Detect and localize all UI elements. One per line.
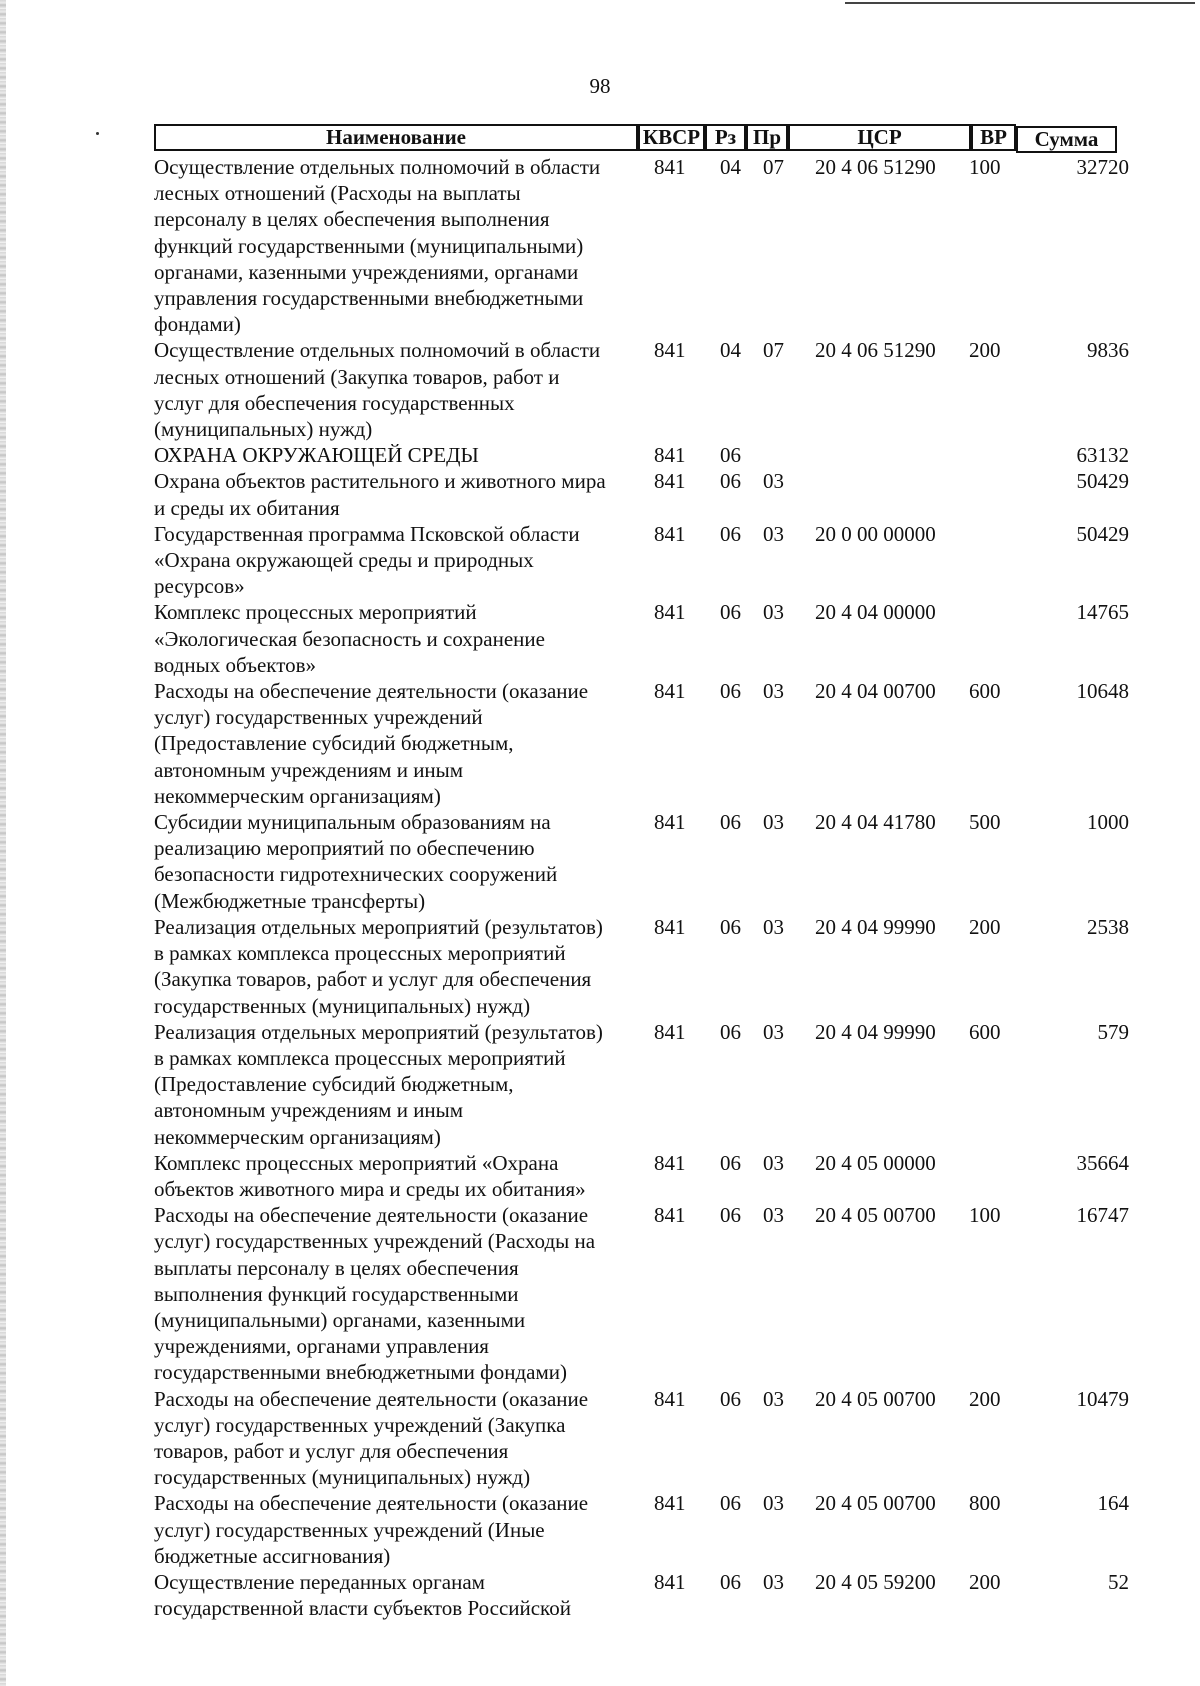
- cell-name-line: функций государственными (муниципальными): [154, 233, 584, 258]
- cell-kvsr: 841: [654, 443, 686, 468]
- table-row: [154, 1569, 1129, 1621]
- cell-name-line: Расходы на обеспечение деятельности (оказание: [154, 679, 589, 704]
- cell-name-line: Расходы на обеспечение деятельности (оказание: [154, 1386, 589, 1411]
- table-row: [154, 599, 1129, 678]
- table-row: [154, 1202, 1129, 1385]
- cell-sum: 16747: [1076, 1203, 1129, 1228]
- cell-rz: 06: [720, 1491, 741, 1516]
- cell-csr: 20 4 05 59200: [815, 1569, 936, 1594]
- cell-name-line: Комплекс процессных мероприятий «Охрана: [154, 1150, 559, 1175]
- cell-kvsr: 841: [654, 1203, 686, 1228]
- cell-name: [154, 442, 644, 468]
- cell-name-line: объектов животного мира и среды их обитания»: [154, 1176, 586, 1201]
- header-rz: Рз: [705, 124, 746, 151]
- scan-top-line: [845, 2, 1195, 4]
- cell-rz: 06: [720, 679, 741, 704]
- cell-pr: 03: [763, 1491, 784, 1516]
- cell-name-line: реализацию мероприятий по обеспечению: [154, 836, 535, 861]
- cell-name-line: фондами): [154, 312, 241, 337]
- cell-sum: 164: [1097, 1491, 1129, 1516]
- cell-csr: 20 4 06 51290: [815, 338, 936, 363]
- cell-kvsr: 841: [654, 521, 686, 546]
- cell-name-line: государственных (муниципальных) нужд): [154, 1465, 531, 1490]
- cell-sum: 32720: [1076, 155, 1129, 179]
- cell-csr: 20 4 05 00700: [815, 1491, 936, 1516]
- scan-speck: [96, 132, 99, 135]
- table-row: [154, 442, 1129, 468]
- cell-name-line: лесных отношений (Закупка товаров, работ и: [154, 364, 560, 389]
- cell-kvsr: 841: [654, 469, 686, 494]
- cell-name-line: безопасности гидротехнических сооружений: [154, 862, 558, 887]
- cell-name-line: (Предоставление субсидий бюджетным,: [154, 1072, 514, 1097]
- table-row: [154, 1019, 1129, 1150]
- cell-kvsr: 841: [654, 155, 686, 179]
- cell-name-line: (Закупка товаров, работ и услуг для обеспечения: [154, 967, 592, 992]
- cell-name-line: ОХРАНА ОКРУЖАЮЩЕЙ СРЕДЫ: [154, 443, 479, 468]
- cell-rz: 06: [720, 600, 741, 625]
- cell-name: [154, 154, 644, 337]
- cell-name-line: автономным учреждениям и иным: [154, 757, 464, 782]
- cell-csr: 20 4 04 41780: [815, 810, 936, 835]
- cell-name: [154, 1569, 644, 1621]
- cell-name: [154, 809, 644, 914]
- cell-vr: 200: [969, 1386, 1001, 1411]
- cell-name-line: государственных (муниципальных) нужд): [154, 993, 531, 1018]
- table-row: [154, 468, 1129, 520]
- cell-rz: 06: [720, 1150, 741, 1175]
- cell-pr: 03: [763, 469, 784, 494]
- cell-sum: 2538: [1087, 914, 1129, 939]
- cell-name-line: государственной власти субъектов Российской: [154, 1596, 571, 1621]
- cell-vr: 800: [969, 1491, 1001, 1516]
- cell-csr: 20 4 05 00700: [815, 1386, 936, 1411]
- table-body: [154, 154, 1129, 1621]
- cell-pr: 03: [763, 914, 784, 939]
- cell-name-line: Осуществление отдельных полномочий в области: [154, 338, 601, 363]
- cell-sum: 63132: [1076, 443, 1129, 468]
- cell-vr: 100: [969, 1203, 1001, 1228]
- cell-name-line: услуг) государственных учреждений (Расходы на: [154, 1229, 596, 1254]
- cell-csr: 20 4 05 00000: [815, 1150, 936, 1175]
- cell-rz: 06: [720, 469, 741, 494]
- cell-csr: 20 4 04 99990: [815, 914, 936, 939]
- cell-sum: 50429: [1076, 521, 1129, 546]
- cell-name-line: (Предоставление субсидий бюджетным,: [154, 731, 514, 756]
- cell-vr: 200: [969, 914, 1001, 939]
- cell-kvsr: 841: [654, 338, 686, 363]
- cell-name: [154, 468, 644, 520]
- header-kvsr: КВСР: [638, 124, 705, 151]
- cell-name-line: выплаты персоналу в целях обеспечения: [154, 1255, 519, 1280]
- cell-rz: 06: [720, 810, 741, 835]
- cell-sum: 52: [1108, 1569, 1129, 1594]
- cell-pr: 03: [763, 1150, 784, 1175]
- cell-name-line: товаров, работ и услуг для обеспечения: [154, 1438, 509, 1463]
- cell-rz: 06: [720, 521, 741, 546]
- table-row: [154, 521, 1129, 600]
- table-row: [154, 809, 1129, 914]
- cell-sum: 10648: [1076, 679, 1129, 704]
- cell-pr: 03: [763, 600, 784, 625]
- cell-rz: 06: [720, 1019, 741, 1044]
- cell-csr: 20 4 04 00700: [815, 679, 936, 704]
- cell-name: [154, 1202, 644, 1385]
- cell-name-line: (муниципальными) органами, казенными: [154, 1307, 526, 1332]
- cell-name-line: и среды их обитания: [154, 495, 340, 520]
- cell-name-line: некоммерческим организациям): [154, 1124, 441, 1149]
- cell-csr: 20 4 06 51290: [815, 155, 936, 179]
- cell-sum: 9836: [1087, 338, 1129, 363]
- cell-pr: 07: [763, 338, 784, 363]
- cell-name: [154, 1019, 644, 1150]
- cell-name-line: бюджетные ассигнования): [154, 1543, 391, 1568]
- cell-name-line: услуг для обеспечения государственных: [154, 390, 515, 415]
- header-pr: Пр: [746, 124, 788, 151]
- cell-kvsr: 841: [654, 600, 686, 625]
- cell-name-line: Осуществление отдельных полномочий в области: [154, 155, 601, 179]
- header-csr: ЦСР: [788, 124, 971, 151]
- cell-rz: 06: [720, 1569, 741, 1594]
- cell-name-line: Охрана объектов растительного и животного мира: [154, 469, 606, 494]
- cell-name-line: государственными внебюджетными фондами): [154, 1360, 568, 1385]
- cell-vr: 100: [969, 155, 1001, 179]
- cell-sum: 50429: [1076, 469, 1129, 494]
- cell-kvsr: 841: [654, 1150, 686, 1175]
- cell-name-line: Осуществление переданных органам: [154, 1569, 485, 1594]
- cell-name-line: управления государственными внебюджетными: [154, 286, 584, 311]
- cell-csr: 20 4 05 00700: [815, 1203, 936, 1228]
- cell-name-line: услуг) государственных учреждений: [154, 705, 483, 730]
- table-row: [154, 1150, 1129, 1202]
- table-row: [154, 1386, 1129, 1491]
- scan-edge: [0, 0, 6, 1686]
- cell-vr: 600: [969, 1019, 1001, 1044]
- cell-kvsr: 841: [654, 914, 686, 939]
- cell-name-line: выполнения функций государственными: [154, 1281, 519, 1306]
- cell-name-line: услуг) государственных учреждений (Закупка: [154, 1412, 566, 1437]
- table-row: [154, 678, 1129, 809]
- cell-name: [154, 678, 644, 809]
- cell-kvsr: 841: [654, 1386, 686, 1411]
- cell-kvsr: 841: [654, 1569, 686, 1594]
- header-vr: ВР: [971, 124, 1016, 151]
- cell-sum: 14765: [1076, 600, 1129, 625]
- cell-kvsr: 841: [654, 679, 686, 704]
- cell-vr: 500: [969, 810, 1001, 835]
- cell-csr: 20 4 04 99990: [815, 1019, 936, 1044]
- cell-name: [154, 1490, 644, 1569]
- cell-name-line: Субсидии муниципальным образованиям на: [154, 810, 551, 835]
- cell-name-line: ресурсов»: [154, 574, 245, 599]
- cell-name: [154, 914, 644, 1019]
- cell-name-line: Расходы на обеспечение деятельности (оказание: [154, 1491, 589, 1516]
- cell-vr: 200: [969, 1569, 1001, 1594]
- cell-rz: 06: [720, 443, 741, 468]
- cell-sum: 35664: [1076, 1150, 1129, 1175]
- cell-name: [154, 599, 644, 678]
- cell-name-line: (муниципальных) нужд): [154, 417, 373, 442]
- cell-pr: 03: [763, 1569, 784, 1594]
- cell-csr: 20 0 00 00000: [815, 521, 936, 546]
- cell-vr: 600: [969, 679, 1001, 704]
- cell-name-line: «Охрана окружающей среды и природных: [154, 548, 534, 573]
- cell-csr: 20 4 04 00000: [815, 600, 936, 625]
- cell-rz: 04: [720, 338, 741, 363]
- table-row: [154, 337, 1129, 442]
- cell-name-line: «Экологическая безопасность и сохранение: [154, 626, 545, 651]
- cell-sum: 1000: [1087, 810, 1129, 835]
- cell-name-line: в рамках комплекса процессных мероприятий: [154, 941, 566, 966]
- page-number: 98: [589, 74, 611, 98]
- cell-kvsr: 841: [654, 1019, 686, 1044]
- cell-name: [154, 337, 644, 442]
- cell-rz: 06: [720, 914, 741, 939]
- cell-name-line: Реализация отдельных мероприятий (результатов): [154, 914, 603, 939]
- cell-pr: 03: [763, 679, 784, 704]
- cell-pr: 03: [763, 810, 784, 835]
- cell-kvsr: 841: [654, 1491, 686, 1516]
- cell-name-line: услуг) государственных учреждений (Иные: [154, 1517, 545, 1542]
- cell-sum: 579: [1097, 1019, 1129, 1044]
- cell-name-line: Расходы на обеспечение деятельности (оказание: [154, 1203, 589, 1228]
- table-row: [154, 154, 1129, 337]
- cell-name-line: Государственная программа Псковской области: [154, 521, 580, 546]
- cell-pr: 07: [763, 155, 784, 179]
- cell-name: [154, 521, 644, 600]
- cell-name-line: Комплекс процессных мероприятий: [154, 600, 477, 625]
- cell-name-line: учреждениями, органами управления: [154, 1334, 489, 1359]
- cell-kvsr: 841: [654, 810, 686, 835]
- cell-name-line: персоналу в целях обеспечения выполнения: [154, 207, 550, 232]
- cell-rz: 04: [720, 155, 741, 179]
- cell-name-line: автономным учреждениям и иным: [154, 1098, 464, 1123]
- cell-name-line: Реализация отдельных мероприятий (результатов): [154, 1019, 603, 1044]
- cell-name-line: (Межбюджетные трансферты): [154, 888, 426, 913]
- cell-vr: 200: [969, 338, 1001, 363]
- cell-sum: 10479: [1076, 1386, 1129, 1411]
- cell-name: [154, 1386, 644, 1491]
- cell-rz: 06: [720, 1386, 741, 1411]
- cell-pr: 03: [763, 1203, 784, 1228]
- cell-name-line: в рамках комплекса процессных мероприятий: [154, 1045, 566, 1070]
- cell-name-line: водных объектов»: [154, 652, 317, 677]
- table-row: [154, 914, 1129, 1019]
- header-sum: Сумма: [1016, 126, 1117, 153]
- cell-name-line: некоммерческим организациям): [154, 783, 441, 808]
- cell-name: [154, 1150, 644, 1202]
- cell-rz: 06: [720, 1203, 741, 1228]
- cell-name-line: лесных отношений (Расходы на выплаты: [154, 181, 521, 206]
- cell-pr: 03: [763, 1386, 784, 1411]
- cell-name-line: органами, казенными учреждениями, органами: [154, 259, 579, 284]
- cell-pr: 03: [763, 521, 784, 546]
- header-name: Наименование: [154, 124, 638, 151]
- cell-pr: 03: [763, 1019, 784, 1044]
- table-row: [154, 1490, 1129, 1569]
